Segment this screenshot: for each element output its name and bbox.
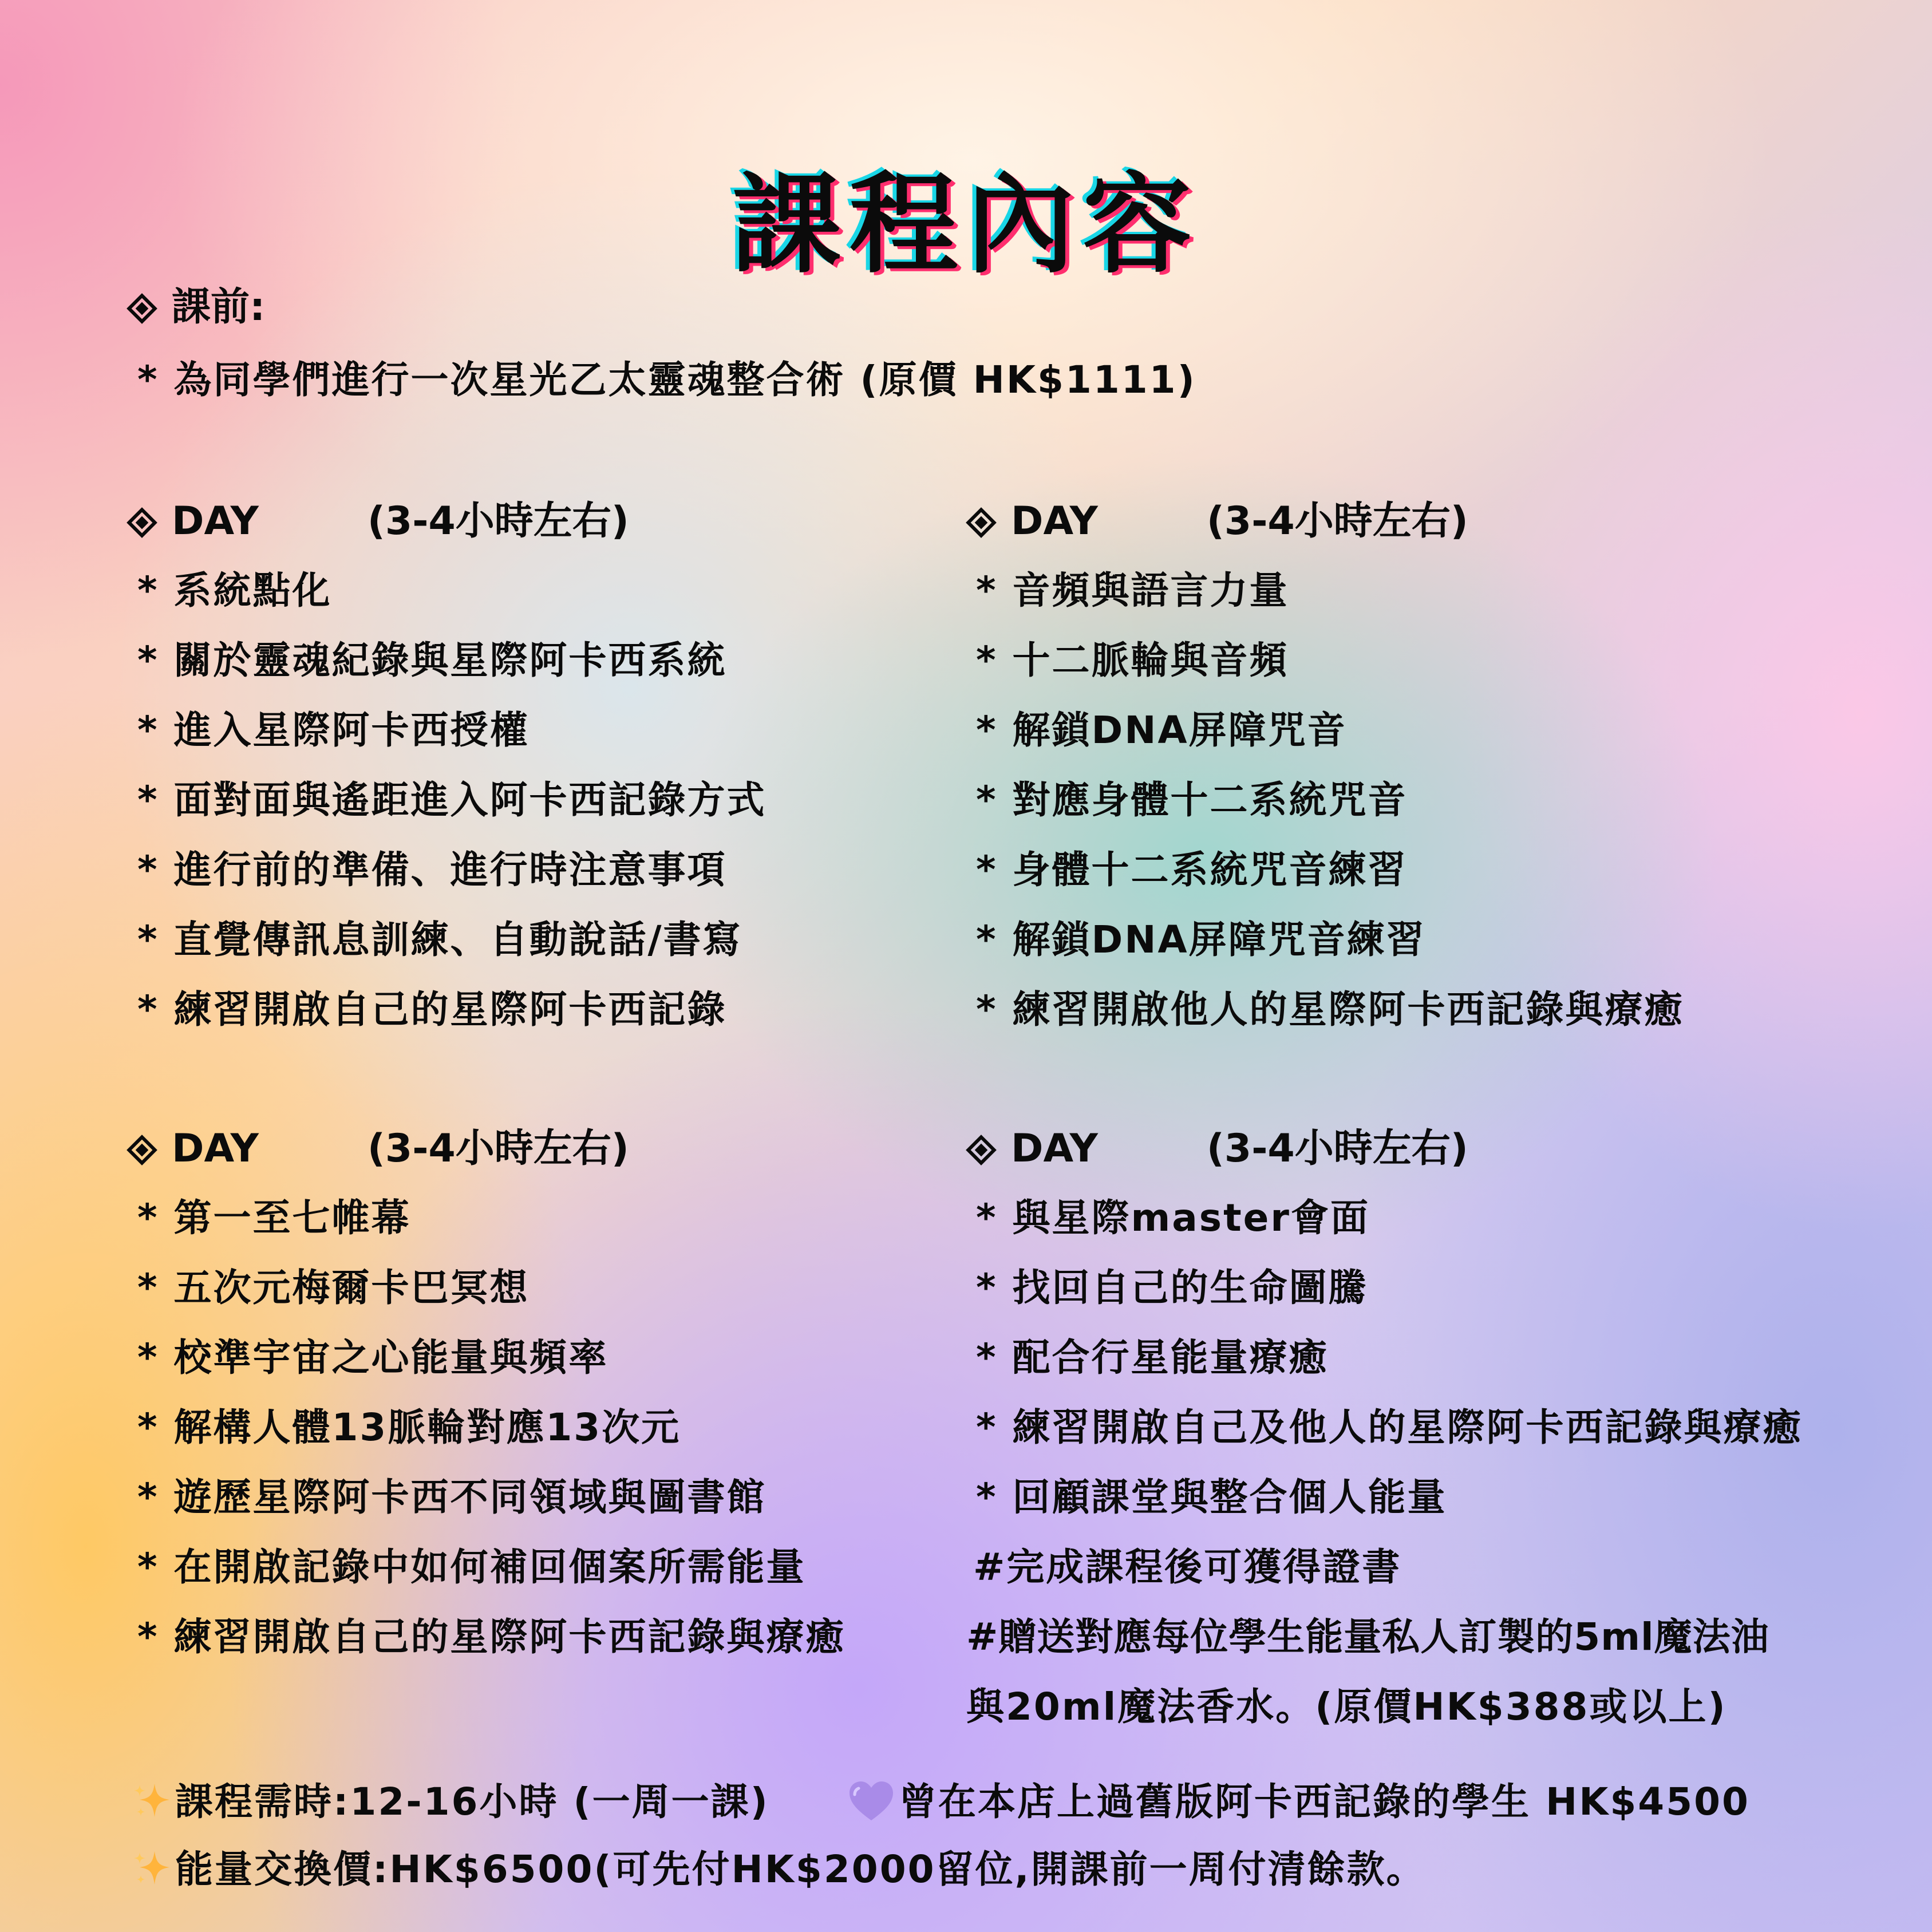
day3-item: * 練習開啟自己的星際阿卡西記錄與療癒 (137, 1615, 846, 1659)
price-text: 能量交換價:HK$6500(可先付HK$2000留位,開課前一周付清餘款。 (175, 1847, 1426, 1891)
day2-item: * 解鎖DNA屏障咒音 (976, 708, 1347, 752)
day1-item: * 面對面與遙距進入阿卡西記錄方式 (137, 778, 767, 822)
gift-note-continued: 與20ml魔法香水。(原價HK$388或以上) (966, 1685, 1727, 1729)
day1-item: * 進入星際阿卡西授權 (137, 708, 530, 752)
pre-course-item: * 為同學們進行一次星光乙太靈魂整合術 (原價 HK$1111) (137, 358, 1196, 402)
day4-item: * 找回自己的生命圖騰 (976, 1266, 1368, 1310)
page-title: 課程內容 (732, 161, 1200, 288)
diamond-icon (127, 294, 157, 323)
day1-item: * 關於靈魂紀錄與星際阿卡西系統 (137, 638, 727, 682)
duration-line (132, 1771, 769, 1826)
day1-item: * 直覺傳訊息訓練、自動說話/書寫 (137, 918, 742, 962)
pre-course-label: 課前: (172, 285, 266, 330)
day4-heading (966, 1117, 1468, 1173)
day-hours: (3-4小時左右) (1206, 1126, 1468, 1171)
purple-heart-icon (847, 1779, 895, 1823)
diamond-icon (966, 508, 996, 538)
certificate-note: #完成課程後可獲得證書 (973, 1545, 1402, 1589)
day-label: DAY (1011, 499, 1098, 544)
day2-item: * 音頻與語言力量 (976, 568, 1289, 613)
diamond-icon (127, 1135, 157, 1165)
day2-item: * 身體十二系統咒音練習 (976, 848, 1408, 892)
day4-item: * 配合行星能量療癒 (976, 1336, 1329, 1380)
day1-item: * 進行前的準備、進行時注意事項 (137, 848, 727, 892)
price-line (132, 1839, 1426, 1893)
day4-item: * 回顧課堂與整合個人能量 (976, 1475, 1447, 1519)
day2-item: * 解鎖DNA屏障咒音練習 (976, 918, 1426, 962)
day2-heading (966, 490, 1468, 546)
sparkle-icon (132, 1848, 173, 1889)
day4-item: * 與星際master會面 (976, 1196, 1370, 1240)
returning-student-line (847, 1771, 1750, 1826)
day3-item: * 在開啟記錄中如何補回個案所需能量 (137, 1545, 806, 1589)
returning-student-text: 曾在本店上過舊版阿卡西記錄的學生 HK$4500 (899, 1780, 1750, 1824)
diamond-icon (966, 1135, 996, 1165)
duration-text: 課程需時:12-16小時 (一周一課) (175, 1780, 769, 1824)
diamond-icon (127, 508, 157, 538)
day3-item: * 五次元梅爾卡巴冥想 (137, 1266, 530, 1310)
day3-heading (127, 1117, 629, 1173)
day-hours: (3-4小時左右) (1206, 499, 1468, 544)
day-label: DAY (1011, 1126, 1098, 1171)
day4-item: * 練習開啟自己及他人的星際阿卡西記錄與療癒 (976, 1405, 1803, 1449)
day-label: DAY (172, 499, 259, 544)
day3-item: * 解構人體13脈輪對應13次元 (137, 1405, 681, 1449)
day-hours: (3-4小時左右) (367, 1126, 629, 1171)
gift-note: #贈送對應每位學生能量私人訂製的5ml魔法油 (966, 1615, 1769, 1659)
day3-item: * 第一至七帷幕 (137, 1196, 411, 1240)
sparkle-icon (132, 1780, 173, 1822)
day2-item: * 對應身體十二系統咒音 (976, 778, 1408, 822)
day-label: DAY (172, 1126, 259, 1171)
day3-item: * 校準宇宙之心能量與頻率 (137, 1336, 609, 1380)
day3-item: * 遊歷星際阿卡西不同領域與圖書館 (137, 1475, 767, 1519)
day1-item: * 系統點化 (137, 568, 332, 613)
day1-heading (127, 490, 629, 546)
day2-item: * 練習開啟他人的星際阿卡西記錄與療癒 (976, 987, 1684, 1032)
day1-item: * 練習開啟自己的星際阿卡西記錄 (137, 987, 727, 1032)
pre-course-heading (127, 276, 265, 331)
day-hours: (3-4小時左右) (367, 499, 629, 544)
day2-item: * 十二脈輪與音頻 (976, 638, 1289, 682)
